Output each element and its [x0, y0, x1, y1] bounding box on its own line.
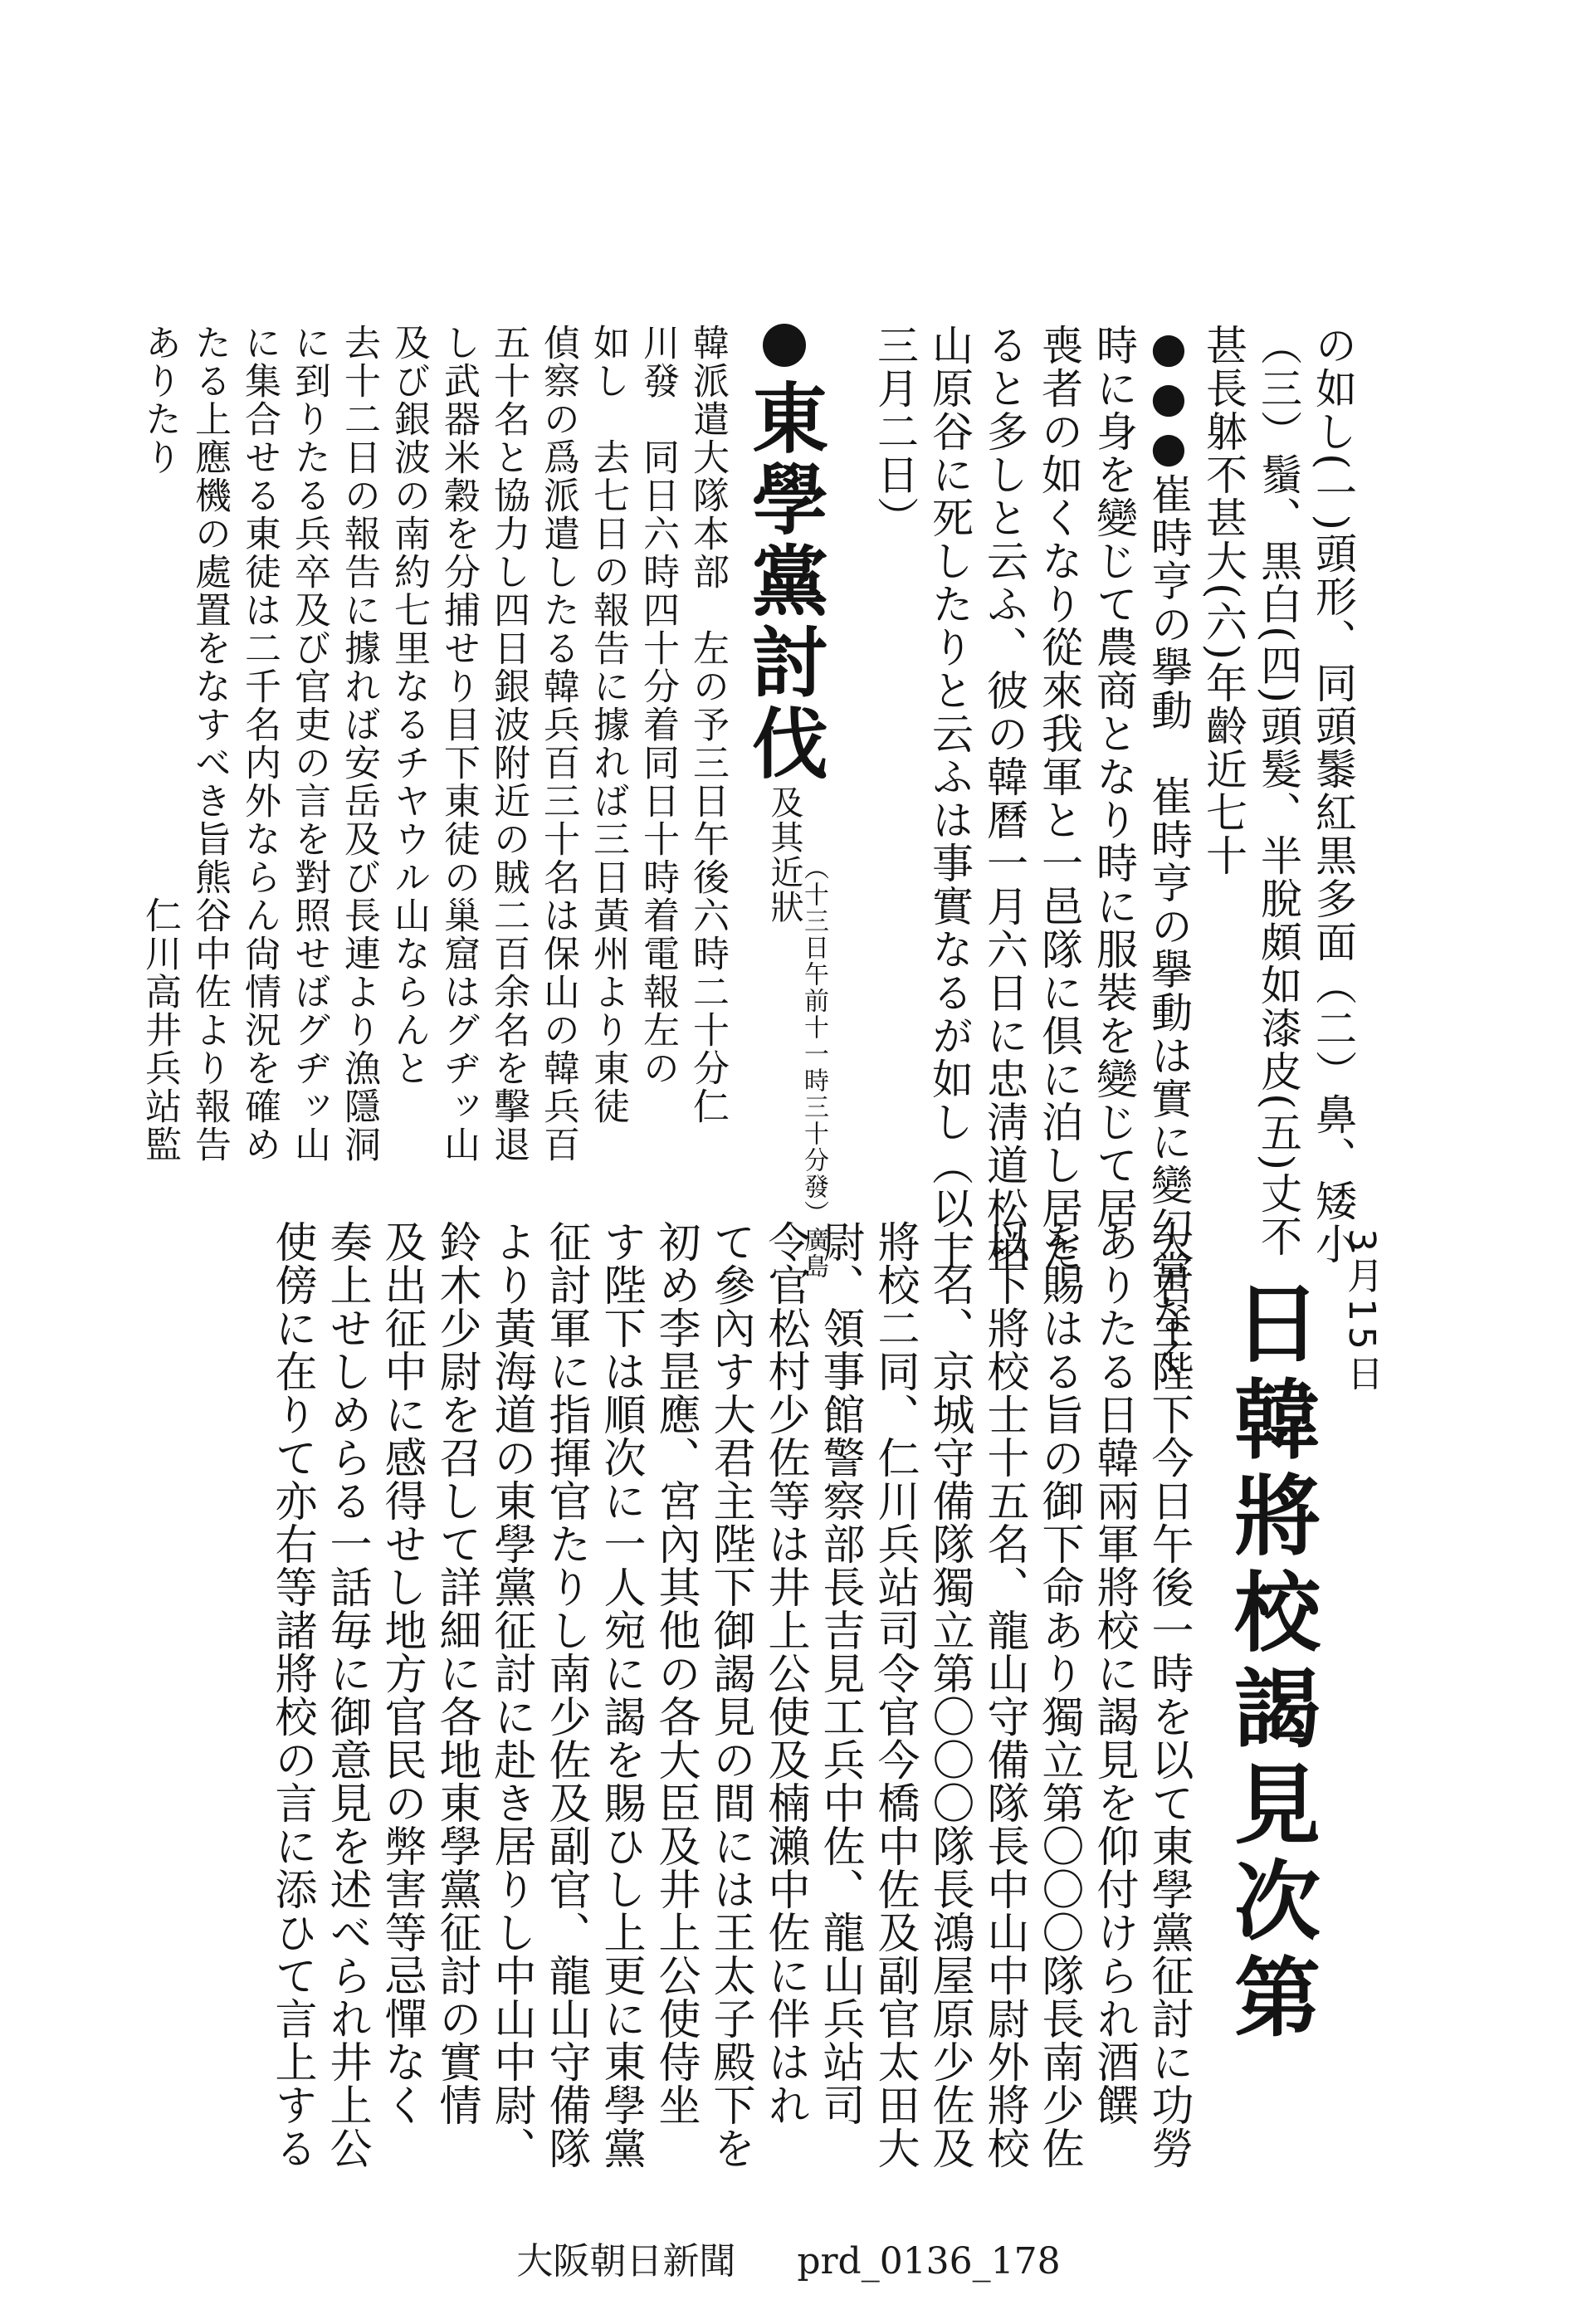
footer-source: 大阪朝日新聞 [516, 2240, 736, 2282]
page-footer [0, 2231, 1577, 2284]
togaku-headline-text: 東學黨討伐 [740, 378, 829, 785]
togaku-headline [739, 324, 830, 925]
togaku-headline-sub: 及其近狀 [765, 785, 803, 925]
nikkan-article-body: 大君主陛下今日午後一時を以て東學黨征討に功勞 ありたる日韓兩軍將校に謁見を仰付けられ酒饌 を賜はる旨の御下命あり獨立第〇〇〇隊長南少佐 以下將校士十五名、龍山守備隊長中山中尉外將校 一名、京城守備隊獨立第〇〇〇隊長鴻屋原少佐及 將校二同、仁川兵站司令官今橋中佐及副官太田大 尉、領事館警察部長吉見工兵中佐、龍山兵站司 令官松村少佐等は井上公使及楠瀨中佐に伴はれ て參內す大君主陛下御謁見の間には王太子殿下を 初め李昰應、宮內其他の各大臣及井上公使侍坐 す陛下は順次に一人宛に謁を賜ひし上更に東學黨 征討軍に指揮官たりし南少佐及副官、龍山守備隊 より黃海道の東學黨征討に赴き居りし中山中尉、 鈴木少尉を召して詳細に各地東學黨征討の實情 及出征中に感得せし地方官民の弊害等忌憚なく 奏上せしめらる一話毎に御意見を述べられ井上公 使傍に在りて亦右等諸將校の言に添ひて言上する [267, 1220, 1193, 2170]
togaku-article [139, 324, 830, 1280]
togaku-body-wrap [134, 324, 732, 1164]
togaku-dateline: （十三日午前十一時三十分發）廣島 [799, 855, 828, 1280]
nikkan-headline: 日韓將校謁見次第 [1219, 1278, 1321, 2048]
continuation-article-body: の如し(一)頭形、同頭䰍紅黒多面（二）鼻、矮小 （三）鬚、黒白(四)頭髮、半脫頗如漆皮(五)丈不 甚長躰不甚大(六)年齡近七十 ●●●崔時亨の擧動 崔時亨の擧動は實に變幻常なく 時に身を變じて農商となり時に服裝を變じて居 喪者の如くなり從來我軍と一邑隊に倶に泊し居た ると多しと云ふ、彼の韓曆一月六日に忠淸道松柏 山原谷に死したりと云ふは事實なるが如し（以上 三月二日） [871, 324, 1357, 1379]
nikkan-article [191, 1187, 1386, 2170]
article-date-label: 3月15日 [1340, 1228, 1383, 1396]
nikkan-body-wrap [264, 1220, 1195, 2170]
footer-doc-id: prd_0136_178 [797, 2240, 1061, 2282]
bullet-mark-icon [763, 324, 806, 367]
togaku-article-body: 韓派遣大隊本部 左の予三日午後六時二十分仁 川發 同日六時四十分着同日十時着電報左の 如し 去七日の報告に據れば三日黃州より東徒 偵察の爲派遣したる韓兵百三十名は保山の韓兵百 五十名と協力し四日銀波附近の賊二百余名を擊退 し武器米穀を分捕せり目下東徒の巢窟はグヂッ山 及び銀波の南約七里なるチヤウル山ならんと 去十二日の報告に據れば安岳及び長連より漁隱洞 に到りたる兵卒及び官吏の言を對照せばグヂッ山 に集合せる東徒は二千名内外ならん尙情況を確め たる上應機の處置をなすべき旨熊谷中佐より報告 ありたり 仁川高井兵站監 [139, 324, 729, 1164]
